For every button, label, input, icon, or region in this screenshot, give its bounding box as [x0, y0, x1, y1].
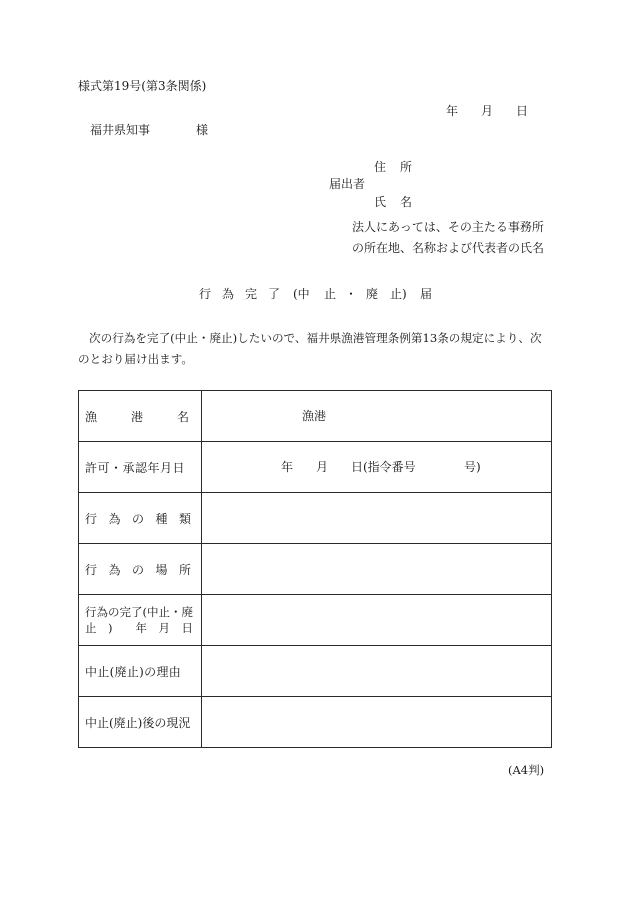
address-label-1: 住: [374, 160, 387, 174]
label-text: 中止(廃止)後の現況: [85, 715, 191, 730]
paper-size-note: (A4判): [508, 763, 545, 777]
completion-date-value-cell[interactable]: [202, 595, 552, 646]
discontinue-reason-value-cell[interactable]: [202, 646, 552, 697]
applicant-label: 届出者: [329, 177, 366, 191]
label-text-line-2: 止 ) 年 月 日: [85, 621, 193, 635]
title-char: 届: [420, 287, 433, 301]
table-row: [79, 493, 552, 544]
table-row: [79, 544, 552, 595]
post-discontinue-status-value-cell[interactable]: [202, 697, 552, 748]
label-char: の: [131, 511, 144, 526]
title-char: 完: [245, 287, 258, 301]
label-char: 所: [178, 562, 191, 577]
fishing-port-value-cell[interactable]: [202, 391, 552, 442]
addressee-title: 福井県知事: [90, 123, 151, 137]
label-cell: [79, 391, 202, 442]
label-text: 中止(廃止)の理由: [85, 664, 182, 679]
label-cell: [79, 646, 202, 697]
label-text-line-1: 行為の完了(中止・廃: [85, 605, 193, 619]
corporate-note-1: 法人にあっては、その主たる事務所: [352, 220, 544, 234]
date-month-label: 月: [481, 104, 494, 118]
label-char: 名: [176, 409, 189, 424]
title-char: 止: [324, 287, 337, 301]
label-text: 許可・承認年月日: [85, 460, 186, 475]
permit-day-ref-label: 日(指令番号: [351, 460, 416, 474]
form-table: [78, 390, 552, 748]
name-label-1: 氏: [374, 195, 387, 209]
label-char: 為: [108, 562, 121, 577]
label-char: 行: [85, 562, 98, 577]
permit-year-label: 年: [281, 460, 294, 474]
fishing-port-suffix: 漁港: [302, 409, 327, 423]
action-location-value-cell[interactable]: [202, 544, 552, 595]
label-char: 種: [155, 511, 168, 526]
label-cell: [79, 697, 202, 748]
table-row: [79, 697, 552, 748]
title-char: 為: [222, 287, 235, 301]
label-char: 行: [85, 511, 98, 526]
label-cell: [79, 595, 202, 646]
label-char: 港: [130, 409, 143, 424]
title-char: 廃: [366, 287, 379, 301]
permit-date-value-cell[interactable]: [202, 442, 552, 493]
body-text-line-2: のとおり届け出ます。: [78, 352, 194, 366]
label-char: 場: [155, 562, 168, 577]
label-char: 類: [178, 511, 191, 526]
label-cell: [79, 493, 202, 544]
body-text-line-1: 次の行為を完了(中止・廃止)したいので、福井県漁港管理条例第13条の規定により、次: [89, 331, 542, 345]
date-day-label: 日: [516, 104, 529, 118]
table-row: [79, 391, 552, 442]
title-char: ・: [345, 287, 358, 301]
permit-month-label: 月: [316, 460, 329, 474]
label-cell: [79, 442, 202, 493]
permit-number-suffix: 号): [464, 460, 481, 474]
action-type-value-cell[interactable]: [202, 493, 552, 544]
title-char: 止): [390, 287, 407, 301]
corporate-note-2: の所在地、名称および代表者の氏名: [352, 241, 545, 255]
addressee-honorific: 様: [196, 123, 209, 137]
table-row: [79, 646, 552, 697]
date-year-label: 年: [446, 104, 459, 118]
title-char: 行: [199, 287, 212, 301]
label-cell: [79, 544, 202, 595]
title-char: 了: [268, 287, 281, 301]
label-char: 為: [108, 511, 121, 526]
label-char: 漁: [85, 409, 98, 424]
table-row: [79, 442, 552, 493]
name-label-2: 名: [400, 195, 413, 209]
title-char: (中: [293, 287, 310, 301]
form-number: 様式第19号(第3条関係): [78, 79, 207, 93]
address-label-2: 所: [400, 160, 413, 174]
label-char: の: [131, 562, 144, 577]
table-row: [79, 595, 552, 646]
